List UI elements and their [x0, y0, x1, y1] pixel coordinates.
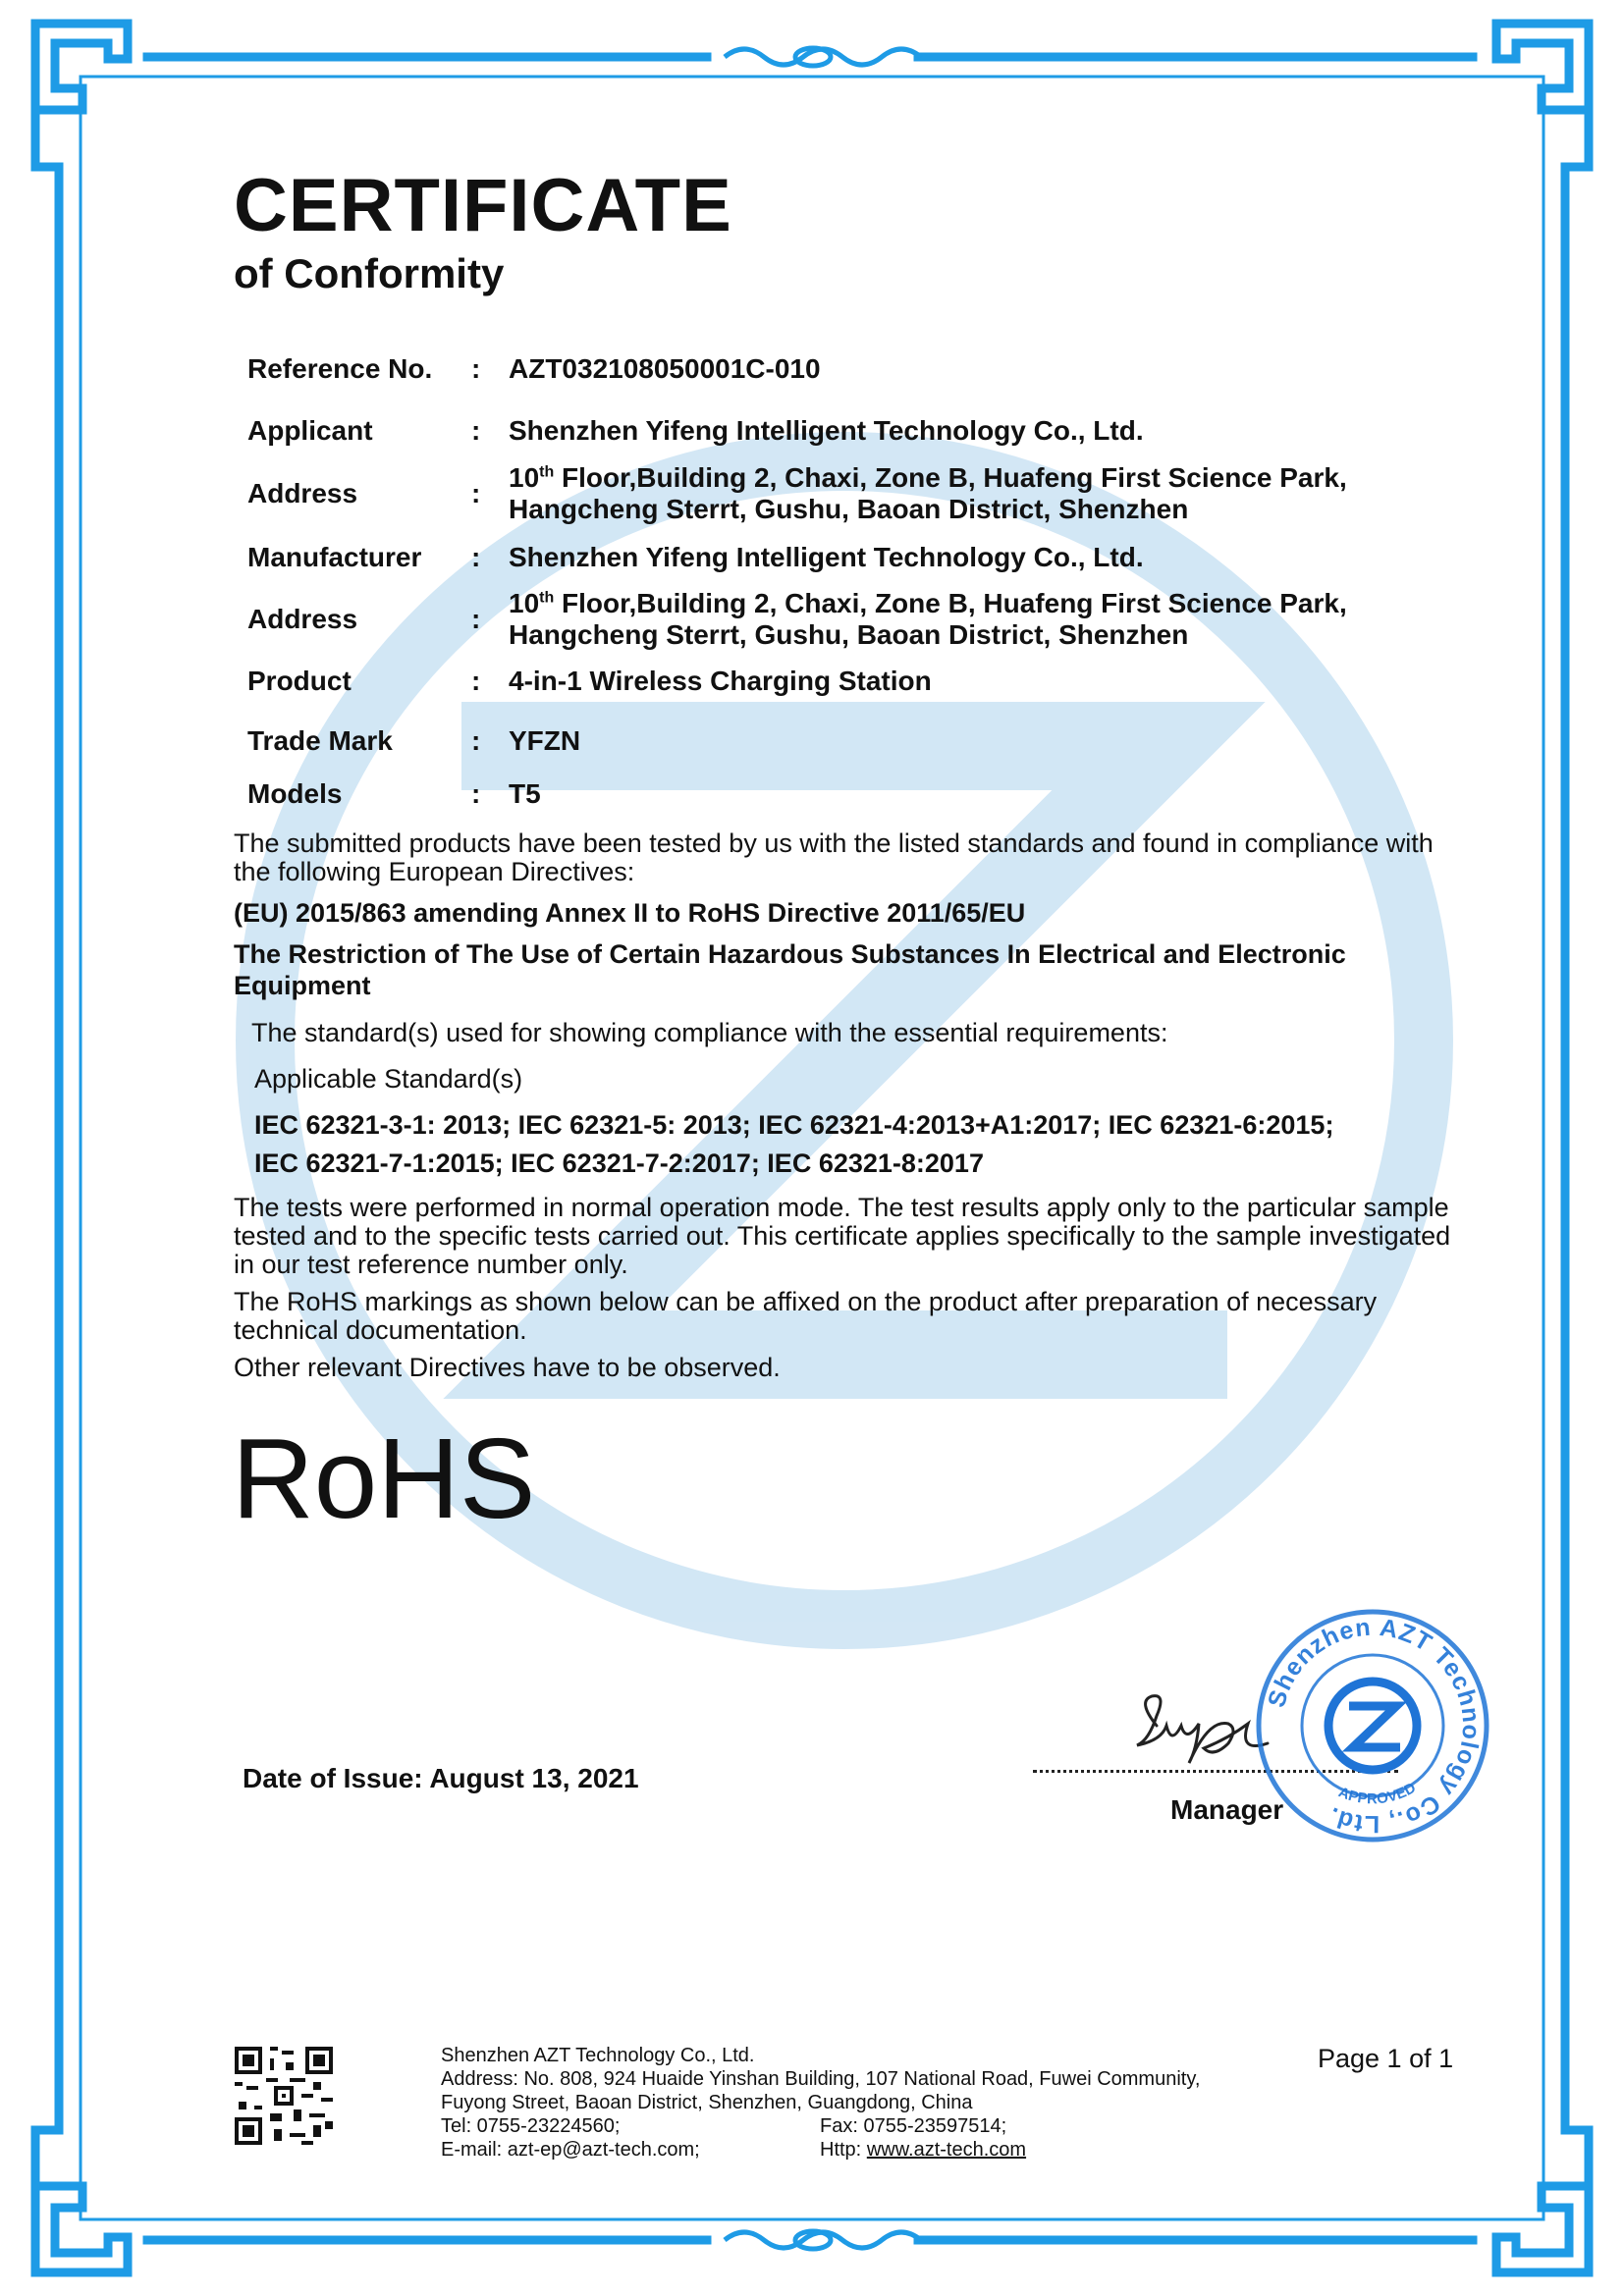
footer-web-row: [441, 2138, 1200, 2162]
trademark-label: Trade Mark: [247, 725, 393, 756]
footer-http-label: Http:: [820, 2139, 862, 2161]
standards-line-1: IEC 62321-3-1: 2013; IEC 62321-5: 2013; IEC 62321-4:2013+A1:2017; IEC 62321-6:2015;: [254, 1110, 1334, 1140]
footer-website-link[interactable]: www.azt-tech.com: [866, 2139, 1027, 2161]
standards-line-2: IEC 62321-7-1:2015; IEC 62321-7-2:2017; IEC 62321-8:2017: [254, 1148, 984, 1178]
manufacturer-colon: :: [471, 542, 481, 572]
manufacturer-value: Shenzhen Yifeng Intelligent Technology Co., Ltd.: [509, 542, 1144, 572]
applicable-standards-label: Applicable Standard(s): [254, 1064, 523, 1094]
seal-approved-text: APPROVED: [1335, 1779, 1419, 1808]
trademark-colon: :: [471, 725, 481, 756]
product-colon: :: [471, 666, 481, 696]
footer-http: [820, 2138, 1026, 2162]
applicant-address-colon: :: [471, 478, 481, 508]
standards-intro: The standard(s) used for showing compliance with the essential requirements:: [251, 1018, 1168, 1047]
other-directives-note: Other relevant Directives have to be observed.: [234, 1353, 781, 1382]
footer-fax: Fax: 0755-23597514;: [820, 2115, 1007, 2137]
footer-tel: Tel: 0755-23224560;: [441, 2115, 621, 2137]
models-label: Models: [247, 778, 343, 809]
models-colon: :: [471, 778, 481, 809]
company-seal: [1255, 1608, 1490, 1843]
footer-address-line2: Fuyong Street, Baoan District, Shenzhen, Guangdong, China: [441, 2092, 973, 2113]
marking-note: The RoHS markings as shown below can be affixed on the product after preparation of necessary technical documentation.: [234, 1287, 1378, 1345]
applicant-address-label: Address: [247, 478, 358, 508]
manufacturer-address-line1: 10th Floor,Building 2, Chaxi, Zone B, Huafeng First Science Park,: [509, 588, 1347, 618]
reference-label: Reference No.: [247, 353, 433, 384]
applicant-label: Applicant: [247, 415, 373, 446]
product-value: 4-in-1 Wireless Charging Station: [509, 666, 932, 696]
applicant-address-line2: Hangcheng Sterrt, Gushu, Baoan District, Shenzhen: [509, 494, 1189, 524]
manufacturer-address-label: Address: [247, 604, 358, 634]
reference-value: AZT032108050001C-010: [509, 353, 821, 384]
applicant-colon: :: [471, 415, 481, 446]
manager-label: Manager: [1170, 1794, 1284, 1825]
page-number: Page 1 of 1: [1318, 2044, 1454, 2073]
directive-title: The Restriction of The Use of Certain Hazardous Substances In Electrical and Electronic Equipment: [234, 939, 1346, 1000]
certificate-subtitle: of Conformity: [234, 250, 505, 296]
reference-colon: :: [471, 353, 481, 384]
manufacturer-label: Manufacturer: [247, 542, 422, 572]
footer-contact: [441, 2044, 1200, 2162]
intro-paragraph: The submitted products have been tested by us with the listed standards and found in compliance with the following European Directives:: [234, 828, 1434, 886]
manufacturer-address-line2: Hangcheng Sterrt, Gushu, Baoan District, Shenzhen: [509, 619, 1189, 650]
models-value: T5: [509, 778, 541, 809]
applicant-address-line1: 10th Floor,Building 2, Chaxi, Zone B, Huafeng First Science Park,: [509, 462, 1347, 493]
footer-email: E-mail: azt-ep@azt-tech.com;: [441, 2139, 700, 2161]
manufacturer-address-colon: :: [471, 604, 481, 634]
seal-text: Shenzhen AZT Technology Co., Ltd.: [1263, 1613, 1486, 1839]
footer-phone-row: [441, 2114, 1200, 2138]
qr-code-icon: [235, 2047, 333, 2145]
applicant-value: Shenzhen Yifeng Intelligent Technology Co., Ltd.: [509, 415, 1144, 446]
certificate-title: CERTIFICATE: [234, 164, 732, 247]
footer-company: Shenzhen AZT Technology Co., Ltd.: [441, 2045, 755, 2066]
rohs-mark: RoHS: [232, 1415, 536, 1542]
footer-address-line1: Address: No. 808, 924 Huaide Yinshan Building, 107 National Road, Fuwei Community,: [441, 2068, 1201, 2090]
date-of-issue: Date of Issue: August 13, 2021: [243, 1763, 639, 1793]
tests-note: The tests were performed in normal operation mode. The test results apply only to the particular sample tested and to the specific tests carried out. This certificate applies specifically to the sample investigated in our test reference number only.: [234, 1193, 1451, 1279]
product-label: Product: [247, 666, 352, 696]
directive-line: (EU) 2015/863 amending Annex II to RoHS Directive 2011/65/EU: [234, 898, 1026, 928]
trademark-value: YFZN: [509, 725, 581, 756]
